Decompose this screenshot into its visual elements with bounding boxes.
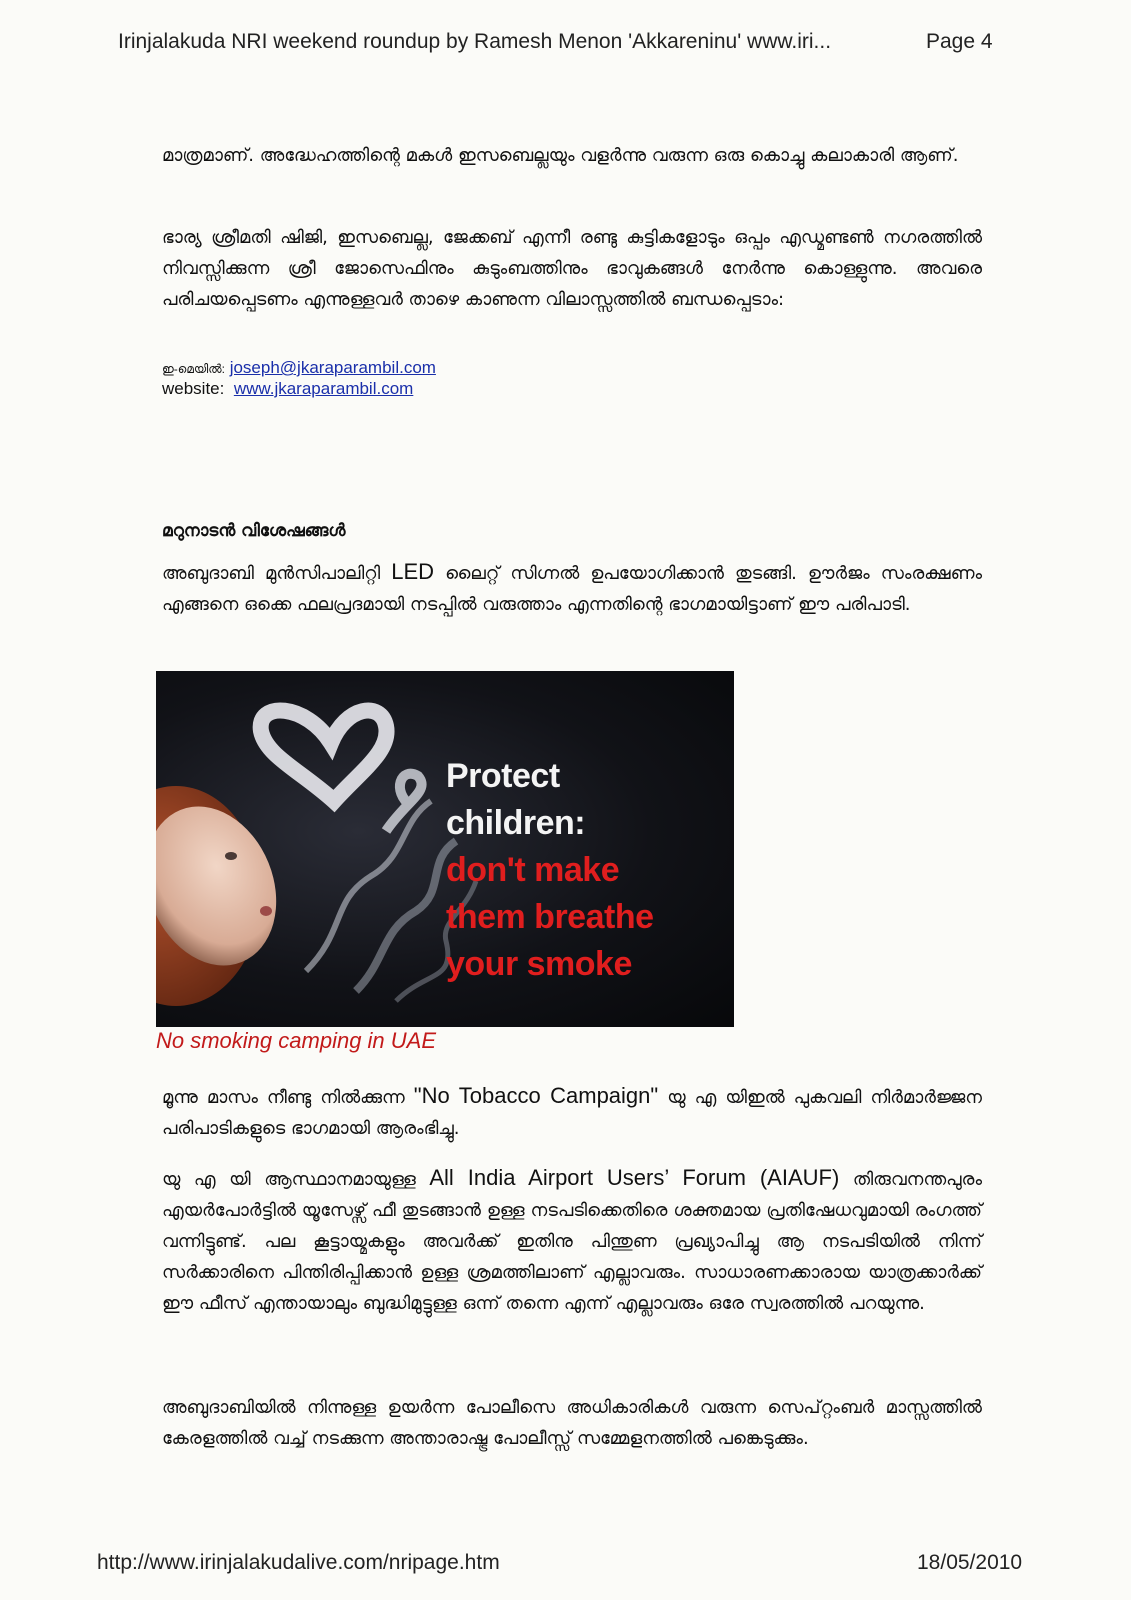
email-label: ഇ-മെയിൽ: [162,362,225,376]
paragraph-no-tobacco [162,1080,982,1144]
paragraph-airport-forum [162,1162,982,1319]
child-eye [225,852,237,860]
email-line [162,358,436,379]
no-smoking-poster [156,671,734,1027]
paragraph-family-wishes: ഭാര്യ ശ്രീമതി ഷിജി, ഇസബെല്ല, ജേക്കബ് എന്നീ രണ്ടു കുട്ടികളോടും ഒപ്പം എഡ്മണ്ടൺ നഗരത്തിൽ നിവസ്സിക്കുന്ന ശ്രീ ജോസെഫിനും കുടുംബത്തിനും ഭാവുകങ്ങൾ നേർന്നു കൊള്ളുന്നു. അവരെ പരിചയപ്പെടണം എന്നുള്ളവർ താഴെ കാണുന്ന വിലാസ്സത്തിൽ ബന്ധപ്പെടാം: [162,227,982,310]
paragraph-led-signals [162,556,982,620]
website-link[interactable]: www.jkaraparambil.com [233,379,414,398]
tobacco-text-pre: മൂന്നു മാസം നീണ്ടു നിൽക്കുന്ന [162,1087,414,1108]
smoke-wisp [306,801,431,971]
header-title: Irinjalakuda NRI weekend roundup by Ramesh Menon 'Akkareninu' www.iri... [118,30,832,53]
led-text-pre: അബുദാബി മുൻസിപാലിറ്റി [162,563,392,584]
led-term: LED [391,559,435,584]
website-label: website: [162,379,225,398]
tobacco-campaign-name: "No Tobacco Campaign" [413,1083,659,1108]
paragraph-police-conference: അബുദാബിയിൽ നിന്നുള്ള ഉയർന്ന പോലീസെ അധികാരികൾ വരുന്ന സെപ്റ്റംബർ മാസ്സത്തിൽ കേരളത്തിൽ വച്ച് നടക്കുന്ന അന്താരാഷ്ട്ര പോലീസ്സ് സമ്മേളനത്തിൽ പങ്കെടുക്കും. [162,1397,982,1449]
airport-forum-name: All India Airport Users’ Forum (AIAUF) [429,1165,840,1190]
contact-block [162,358,436,399]
airport-text-pre: യു എ യി ആസ്ഥാനമായുള്ള [162,1169,430,1190]
poster-line-2: children: [446,804,586,842]
footer-url: http://www.irinjalakudalive.com/nripage.htm [97,1551,500,1574]
smoke-wisp [386,774,422,831]
airport-text-post: തിരുവനന്തപുരം എയർപോർട്ടിൽ യൂസേഴ്സ് ഫീ തുടങ്ങാൻ ഉള്ള നടപടിക്കെതിരെ ശക്തമായ പ്രതിഷേധവുമായി രംഗത്ത് വന്നിട്ടുണ്ട്. പല കൂട്ടായ്മകളും അവർക്ക് ഇതിനു പിന്തുണ പ്രഖ്യാപിച്ചു ആ നടപടിയിൽ നിന്ന് സർക്കാരിനെ പിന്തിരിപ്പിക്കാൻ ഉള്ള ശ്രമത്തിലാണ് എല്ലാവരും. സാധാരണക്കാരായ യാത്രക്കാർക്ക് ഈ ഫീസ് എന്തായാലും ബുദ്ധിമുട്ടുള്ള ഒന്ന് തന്നെ എന്ന് എല്ലാവരും ഒരേ സ്വരത്തിൽ പറയുന്നു. [162,1169,982,1314]
poster-text [446,753,654,988]
paragraph-intro-end: മാത്രമാണ്. അദ്ധേഹത്തിന്റെ മകൾ ഇസബെല്ലയും വളർന്നു വരുന്ന ഒരു കൊച്ചു കലാകാരി ആണ്. [162,145,959,166]
poster-line-3: don't make [446,851,620,889]
footer-date: 18/05/2010 [917,1551,1023,1574]
child-mouth [260,906,272,916]
website-line [162,379,436,399]
page-number: Page 4 [926,30,993,53]
poster-line-5: your smoke [446,945,632,983]
heart-smoke-ring [261,710,387,801]
section-heading: മറുനാടൻ വിശേഷങ്ങൾ [162,521,346,541]
figure-caption: No smoking camping in UAE [156,1028,437,1053]
email-link[interactable]: joseph@jkaraparambil.com [229,358,436,377]
tobacco-text-post: യു എ യിഇൽ പുകവലി നിർമാർജ്ജന പരിപാടികളുടെ ഭാഗമായി ആരംഭിച്ചു. [162,1087,983,1139]
poster-line-4: them breathe [446,898,654,936]
poster-line-1: Protect [446,757,560,795]
led-text-post: ലൈറ്റ് സിഗ്നൽ ഉപയോഗിക്കാൻ തുടങ്ങി. ഊർജം സംരക്ഷണം എങ്ങനെ ഒക്കെ ഫലപ്രദമായി നടപ്പിൽ വരുത്താം എന്നതിന്റെ ഭാഗമായിട്ടാണ് ഈ പരിപാടി. [162,563,982,615]
